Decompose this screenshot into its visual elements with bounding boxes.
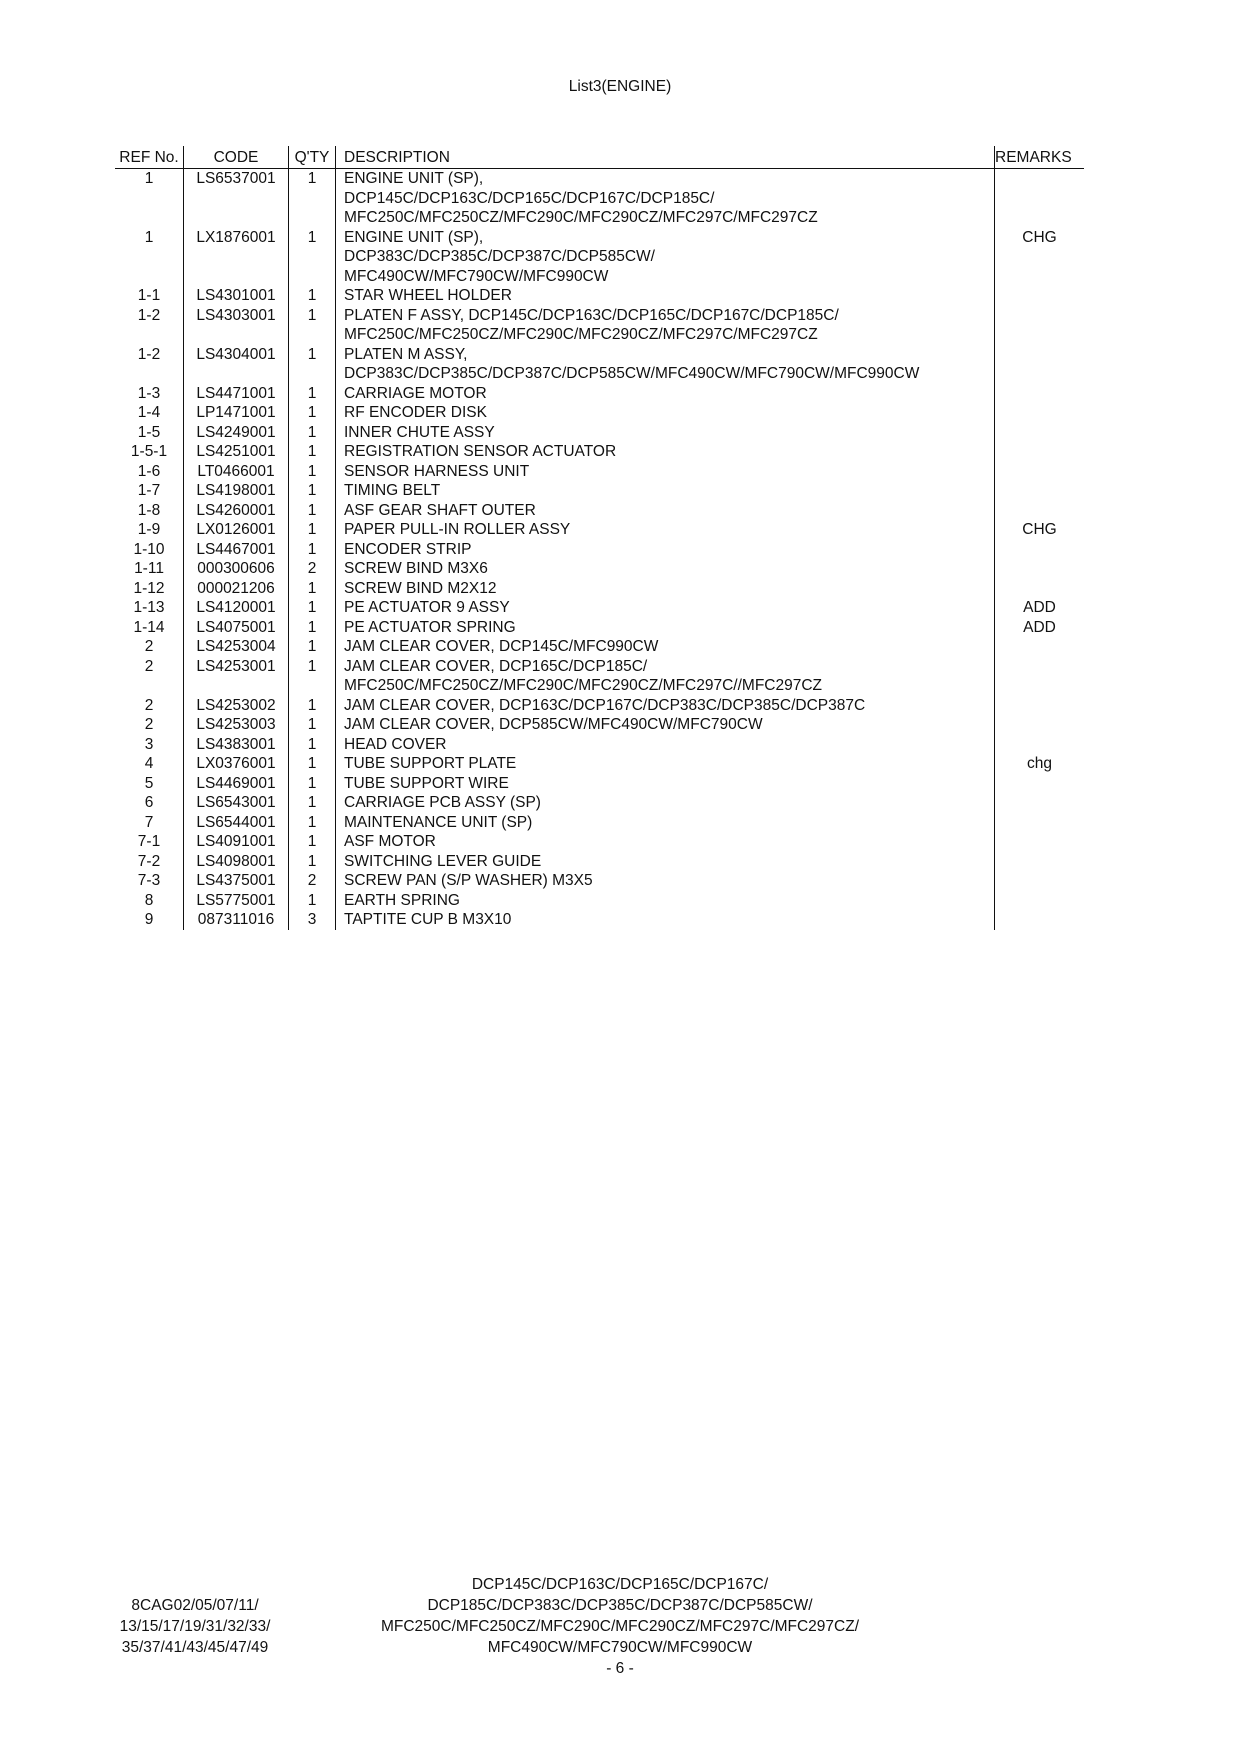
row-ref-no: 1-8 (115, 501, 184, 521)
row-code: LS4091001 (184, 832, 289, 852)
row-code: 087311016 (184, 910, 289, 930)
row-code: LT0466001 (184, 462, 289, 482)
row-remarks (995, 247, 1085, 267)
footer-center-line: DCP185C/DCP383C/DCP385C/DCP387C/DCP585CW/ (427, 1597, 813, 1614)
table-row (115, 793, 1084, 813)
row-description: SENSOR HARNESS UNIT (336, 462, 995, 482)
row-ref-no: 1-6 (115, 462, 184, 482)
row-qty: 1 (289, 735, 336, 755)
table-row (115, 423, 1084, 443)
table-row (115, 325, 1084, 345)
header-ref-no: REF No. (115, 146, 184, 169)
row-remarks (995, 423, 1085, 443)
row-qty (289, 189, 336, 209)
row-code: LS4098001 (184, 852, 289, 872)
row-qty: 1 (289, 891, 336, 911)
row-ref-no: 1-9 (115, 520, 184, 540)
row-qty: 1 (289, 579, 336, 599)
row-qty: 1 (289, 520, 336, 540)
row-ref-no: 1-7 (115, 481, 184, 501)
row-ref-no: 3 (115, 735, 184, 755)
row-description: EARTH SPRING (336, 891, 995, 911)
row-ref-no (115, 325, 184, 345)
row-qty: 2 (289, 871, 336, 891)
parts-list-table (115, 146, 1084, 930)
row-description: PE ACTUATOR 9 ASSY (336, 598, 995, 618)
row-ref-no: 7 (115, 813, 184, 833)
table-row (115, 540, 1084, 560)
row-description: JAM CLEAR COVER, DCP585CW/MFC490CW/MFC790CW (336, 715, 995, 735)
table-row (115, 559, 1084, 579)
table-row (115, 364, 1084, 384)
footer-left-line: 8CAG02/05/07/11/ (131, 1597, 259, 1614)
row-ref-no (115, 364, 184, 384)
row-code: LS6543001 (184, 793, 289, 813)
row-ref-no (115, 247, 184, 267)
row-code: LX1876001 (184, 228, 289, 248)
row-description: TUBE SUPPORT PLATE (336, 754, 995, 774)
footer-model-codes (115, 1595, 275, 1658)
table-row (115, 442, 1084, 462)
row-remarks (995, 813, 1085, 833)
row-remarks (995, 189, 1085, 209)
row-remarks (995, 208, 1085, 228)
table-row (115, 891, 1084, 911)
row-remarks: CHG (1022, 228, 1057, 246)
row-ref-no (115, 676, 184, 696)
row-remarks (995, 286, 1085, 306)
row-code (184, 676, 289, 696)
row-description: HEAD COVER (336, 735, 995, 755)
table-row (115, 520, 1084, 540)
row-ref-no: 1-5-1 (115, 442, 184, 462)
row-code: LS4260001 (184, 501, 289, 521)
table-row (115, 501, 1084, 521)
table-row (115, 715, 1084, 735)
row-remarks (995, 774, 1085, 794)
row-remarks (995, 540, 1085, 560)
row-ref-no: 1-10 (115, 540, 184, 560)
row-ref-no: 1 (115, 169, 184, 189)
row-description: PE ACTUATOR SPRING (336, 618, 995, 638)
row-ref-no: 9 (115, 910, 184, 930)
row-description: PLATEN M ASSY, (336, 345, 995, 365)
footer-center-line: MFC250C/MFC250CZ/MFC290C/MFC290CZ/MFC297C/MFC297CZ/ (380, 1618, 859, 1635)
row-ref-no: 1-14 (115, 618, 184, 638)
row-description: ASF GEAR SHAFT OUTER (336, 501, 995, 521)
table-row (115, 618, 1084, 638)
row-ref-no: 5 (115, 774, 184, 794)
row-ref-no: 2 (115, 637, 184, 657)
row-qty: 1 (289, 813, 336, 833)
row-qty: 1 (289, 501, 336, 521)
row-code (184, 364, 289, 384)
row-qty: 1 (289, 384, 336, 404)
row-remarks (995, 910, 1085, 930)
table-row (115, 676, 1084, 696)
row-ref-no: 4 (115, 754, 184, 774)
table-row (115, 247, 1084, 267)
row-description: RF ENCODER DISK (336, 403, 995, 423)
row-code: LS4249001 (184, 423, 289, 443)
row-qty: 1 (289, 228, 336, 248)
table-row (115, 403, 1084, 423)
row-description: JAM CLEAR COVER, DCP163C/DCP167C/DCP383C/DCP385C/DCP387C (336, 696, 995, 716)
row-description: TIMING BELT (336, 481, 995, 501)
row-code: 000021206 (184, 579, 289, 599)
table-row (115, 462, 1084, 482)
table-row (115, 306, 1084, 326)
row-qty: 1 (289, 306, 336, 326)
row-code: LS4253002 (184, 696, 289, 716)
row-ref-no: 1-5 (115, 423, 184, 443)
row-description: SCREW BIND M2X12 (336, 579, 995, 599)
row-code: LS4469001 (184, 774, 289, 794)
row-description: ENGINE UNIT (SP), (336, 228, 995, 248)
row-code: LX0126001 (184, 520, 289, 540)
row-remarks (995, 735, 1085, 755)
table-row (115, 910, 1084, 930)
row-ref-no: 7-1 (115, 832, 184, 852)
row-description: INNER CHUTE ASSY (336, 423, 995, 443)
row-description: MFC250C/MFC250CZ/MFC290C/MFC290CZ/MFC297C//MFC297CZ (336, 676, 995, 696)
row-description: DCP145C/DCP163C/DCP165C/DCP167C/DCP185C/ (336, 189, 995, 209)
row-remarks (995, 579, 1085, 599)
row-remarks (995, 325, 1085, 345)
table-row (115, 267, 1084, 287)
table-row (115, 832, 1084, 852)
row-ref-no: 1-3 (115, 384, 184, 404)
row-remarks (995, 637, 1085, 657)
row-description: SWITCHING LEVER GUIDE (336, 852, 995, 872)
row-description: ENCODER STRIP (336, 540, 995, 560)
row-code: LS6544001 (184, 813, 289, 833)
parts-table-body (115, 169, 1084, 930)
row-ref-no: 1-11 (115, 559, 184, 579)
row-ref-no: 1-13 (115, 598, 184, 618)
row-description: DCP383C/DCP385C/DCP387C/DCP585CW/MFC490CW/MFC790CW/MFC990CW (336, 364, 995, 384)
row-remarks (995, 345, 1085, 365)
row-description: JAM CLEAR COVER, DCP145C/MFC990CW (336, 637, 995, 657)
header-code: CODE (184, 146, 289, 169)
row-remarks: ADD (1023, 618, 1056, 636)
row-description: SCREW BIND M3X6 (336, 559, 995, 579)
row-remarks (995, 267, 1085, 287)
row-description: MFC490CW/MFC790CW/MFC990CW (336, 267, 995, 287)
row-qty: 1 (289, 832, 336, 852)
table-row (115, 286, 1084, 306)
row-remarks (995, 501, 1085, 521)
row-code: LS4198001 (184, 481, 289, 501)
row-code (184, 189, 289, 209)
row-description: CARRIAGE MOTOR (336, 384, 995, 404)
row-qty: 1 (289, 345, 336, 365)
row-code: LS4075001 (184, 618, 289, 638)
row-code: LS4467001 (184, 540, 289, 560)
header-remarks: REMARKS (995, 146, 1085, 169)
row-description: TUBE SUPPORT WIRE (336, 774, 995, 794)
row-qty (289, 208, 336, 228)
row-qty: 3 (289, 910, 336, 930)
row-description: TAPTITE CUP B M3X10 (336, 910, 995, 930)
row-description: PAPER PULL-IN ROLLER ASSY (336, 520, 995, 540)
row-remarks (995, 403, 1085, 423)
row-code (184, 208, 289, 228)
row-ref-no (115, 189, 184, 209)
row-code: LS4383001 (184, 735, 289, 755)
footer-center-line: MFC490CW/MFC790CW/MFC990CW (487, 1639, 753, 1656)
page-number: - 6 - (606, 1660, 634, 1677)
row-ref-no: 7-3 (115, 871, 184, 891)
row-description: MAINTENANCE UNIT (SP) (336, 813, 995, 833)
row-code (184, 325, 289, 345)
table-row (115, 871, 1084, 891)
row-description: STAR WHEEL HOLDER (336, 286, 995, 306)
row-description: JAM CLEAR COVER, DCP165C/DCP185C/ (336, 657, 995, 677)
row-remarks (995, 676, 1085, 696)
row-description: MFC250C/MFC250CZ/MFC290C/MFC290CZ/MFC297C/MFC297CZ (336, 208, 995, 228)
row-description: SCREW PAN (S/P WASHER) M3X5 (336, 871, 995, 891)
table-row (115, 774, 1084, 794)
row-ref-no: 8 (115, 891, 184, 911)
row-remarks (995, 384, 1085, 404)
row-qty: 1 (289, 286, 336, 306)
row-description: ENGINE UNIT (SP), (336, 169, 995, 189)
table-row (115, 169, 1084, 189)
row-code: LS6537001 (184, 169, 289, 189)
row-code (184, 267, 289, 287)
row-remarks (995, 481, 1085, 501)
row-remarks (995, 852, 1085, 872)
header-description: DESCRIPTION (336, 146, 995, 169)
row-description: DCP383C/DCP385C/DCP387C/DCP585CW/ (336, 247, 995, 267)
row-ref-no (115, 267, 184, 287)
row-remarks (995, 306, 1085, 326)
table-row (115, 852, 1084, 872)
row-remarks (995, 462, 1085, 482)
row-description: ASF MOTOR (336, 832, 995, 852)
row-remarks (995, 657, 1085, 677)
row-qty: 1 (289, 715, 336, 735)
row-qty: 2 (289, 559, 336, 579)
row-remarks (995, 832, 1085, 852)
row-code: LS4375001 (184, 871, 289, 891)
row-ref-no: 2 (115, 696, 184, 716)
row-description: PLATEN F ASSY, DCP145C/DCP163C/DCP165C/DCP167C/DCP185C/ (336, 306, 995, 326)
row-ref-no: 1-12 (115, 579, 184, 599)
table-row (115, 345, 1084, 365)
row-code: LS4471001 (184, 384, 289, 404)
row-qty: 1 (289, 423, 336, 443)
row-code: LS4303001 (184, 306, 289, 326)
row-remarks (995, 871, 1085, 891)
row-code: LS5775001 (184, 891, 289, 911)
row-ref-no: 6 (115, 793, 184, 813)
row-qty: 1 (289, 793, 336, 813)
row-ref-no: 2 (115, 715, 184, 735)
table-row (115, 481, 1084, 501)
table-row (115, 384, 1084, 404)
row-qty: 1 (289, 403, 336, 423)
row-ref-no: 1-2 (115, 306, 184, 326)
row-qty (289, 247, 336, 267)
row-qty (289, 676, 336, 696)
table-row (115, 813, 1084, 833)
row-description: CARRIAGE PCB ASSY (SP) (336, 793, 995, 813)
row-code: LS4301001 (184, 286, 289, 306)
row-remarks (995, 442, 1085, 462)
row-qty: 1 (289, 774, 336, 794)
row-ref-no: 1-2 (115, 345, 184, 365)
row-qty: 1 (289, 169, 336, 189)
row-qty: 1 (289, 696, 336, 716)
table-row (115, 696, 1084, 716)
row-code: 000300606 (184, 559, 289, 579)
row-ref-no (115, 208, 184, 228)
row-ref-no: 1-4 (115, 403, 184, 423)
row-qty (289, 325, 336, 345)
row-remarks (995, 364, 1085, 384)
row-ref-no: 7-2 (115, 852, 184, 872)
row-remarks: CHG (1022, 521, 1057, 538)
row-qty: 1 (289, 598, 336, 618)
row-code: LX0376001 (184, 754, 289, 774)
row-qty: 1 (289, 618, 336, 638)
row-qty (289, 267, 336, 287)
row-remarks (995, 793, 1085, 813)
table-header-row (115, 146, 1084, 169)
row-ref-no: 1 (115, 228, 184, 248)
table-row (115, 637, 1084, 657)
row-code: LS4253001 (184, 657, 289, 677)
row-qty: 1 (289, 462, 336, 482)
row-qty: 1 (289, 442, 336, 462)
footer-left-line: 35/37/41/43/45/47/49 (121, 1639, 269, 1656)
footer-model-list (360, 1574, 880, 1679)
row-qty: 1 (289, 852, 336, 872)
table-row (115, 228, 1084, 248)
table-row (115, 657, 1084, 677)
table-row (115, 598, 1084, 618)
row-qty: 1 (289, 637, 336, 657)
row-remarks (995, 891, 1085, 911)
row-code: LS4253003 (184, 715, 289, 735)
row-description: MFC250C/MFC250CZ/MFC290C/MFC290CZ/MFC297C/MFC297CZ (336, 325, 995, 345)
row-remarks: chg (1027, 755, 1052, 772)
row-remarks (995, 696, 1085, 716)
row-code: LP1471001 (184, 403, 289, 423)
table-row (115, 579, 1084, 599)
row-remarks (995, 559, 1085, 579)
table-row (115, 754, 1084, 774)
footer-center-line: DCP145C/DCP163C/DCP165C/DCP167C/ (471, 1576, 769, 1593)
row-code: LS4251001 (184, 442, 289, 462)
row-code: LS4253004 (184, 637, 289, 657)
table-row (115, 189, 1084, 209)
row-remarks: ADD (1023, 599, 1056, 616)
table-row (115, 208, 1084, 228)
row-qty: 1 (289, 657, 336, 677)
row-remarks (995, 169, 1085, 189)
row-code: LS4120001 (184, 598, 289, 618)
row-qty: 1 (289, 754, 336, 774)
row-code (184, 247, 289, 267)
row-description: REGISTRATION SENSOR ACTUATOR (336, 442, 995, 462)
row-code: LS4304001 (184, 345, 289, 365)
page-title: List3(ENGINE) (568, 78, 672, 95)
footer-left-line: 13/15/17/19/31/32/33/ (119, 1618, 271, 1635)
row-qty (289, 364, 336, 384)
row-qty: 1 (289, 540, 336, 560)
row-ref-no: 2 (115, 657, 184, 677)
header-qty: Q'TY (289, 146, 336, 169)
row-qty: 1 (289, 481, 336, 501)
row-ref-no: 1-1 (115, 286, 184, 306)
row-remarks (995, 715, 1085, 735)
table-row (115, 735, 1084, 755)
